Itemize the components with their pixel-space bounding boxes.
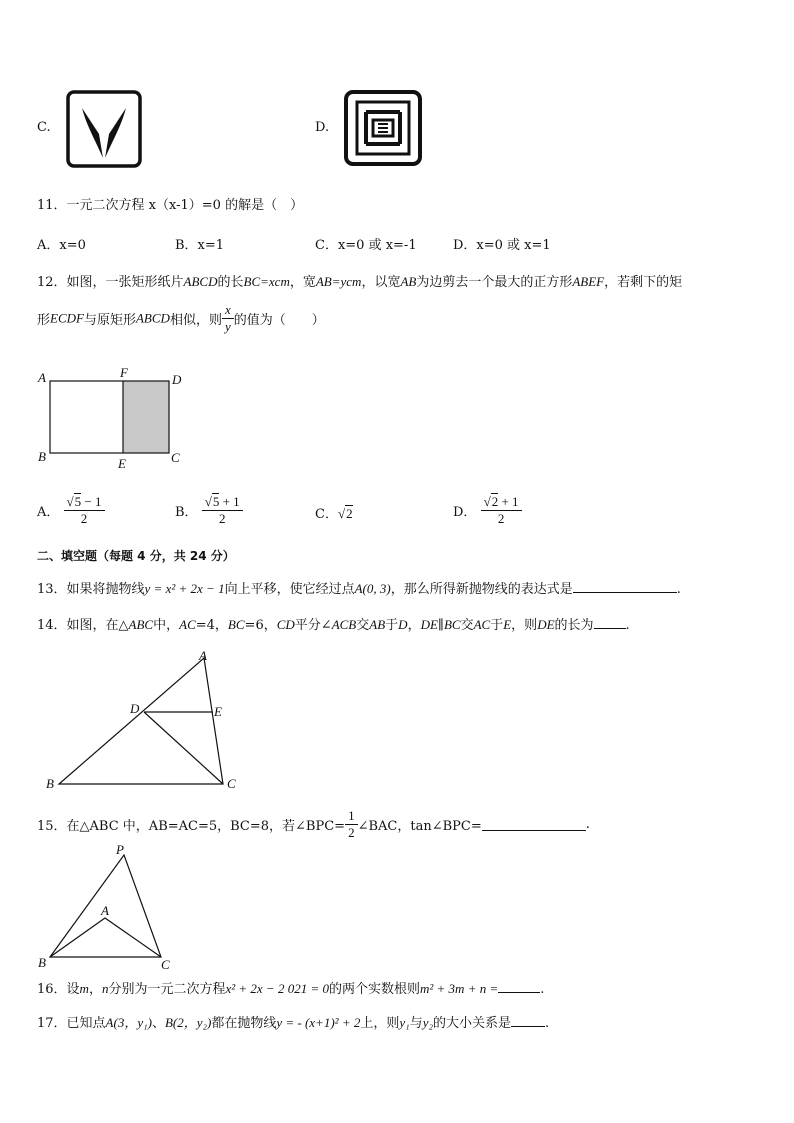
q12-label-b: B	[38, 449, 46, 464]
q12-text: 12．如图，一张矩形纸片	[37, 275, 184, 290]
q12-frac-den: y	[224, 319, 231, 334]
q14-label-b: B	[46, 776, 54, 791]
q12-option-d-fraction	[481, 494, 522, 527]
q12-text: 形	[37, 313, 51, 328]
q17-text: 17．已知点	[37, 1016, 106, 1031]
q12-option-c	[315, 503, 353, 522]
q14-answer-blank[interactable]	[594, 616, 626, 629]
q12-frac-num: x	[222, 302, 234, 319]
q14-text: 14．如图，在△	[37, 618, 129, 633]
q14-var: ACB	[331, 617, 357, 632]
q12-text: 的值为（ ）	[233, 313, 325, 328]
q12-option-den: 2	[218, 511, 226, 526]
q14-text: ∥	[437, 618, 444, 633]
q14-text: 平分∠	[294, 618, 332, 633]
q17-text: 的大小关系是	[432, 1016, 511, 1031]
q12-option-b	[175, 494, 243, 527]
q12-ab2: AB	[400, 274, 417, 289]
q14-var: ABC	[128, 617, 154, 632]
q14-label-d: D	[130, 701, 140, 716]
q12-option-letter: A．	[37, 505, 60, 520]
q12-label-e: E	[118, 456, 126, 471]
option-c-logo-icon	[66, 90, 142, 168]
q13-text: ，那么所得新抛物线的表达式是	[390, 582, 573, 597]
q12-text: 相似，则	[169, 313, 222, 328]
q11-option-d: D．x=0 或 x=1	[453, 238, 551, 253]
q11-option-b: B．x=1	[175, 238, 225, 253]
q12-option-suffix: + 1	[498, 494, 519, 509]
q12-text: 为边剪去一个最大的正方形	[416, 275, 573, 290]
q12-option-radicand: 2	[491, 494, 499, 509]
q14-text: 交	[460, 618, 474, 633]
q12-line2	[37, 302, 325, 335]
q12-option-radicand: 5	[212, 494, 220, 509]
q13-expr: y = x² + 2x − 1	[144, 581, 225, 596]
q17-text: 与	[409, 1016, 423, 1031]
q14-label-e: E	[214, 704, 222, 719]
q15-answer-blank[interactable]	[482, 818, 586, 831]
q16-end: .	[540, 982, 545, 997]
q14-text: ，	[407, 618, 421, 633]
q14-end: .	[625, 618, 630, 633]
q14-var: AC	[473, 617, 491, 632]
q13-text: 向上平移，使它经过点	[224, 582, 355, 597]
q12-rect: ABCD	[183, 274, 218, 289]
q12-option-letter: C．	[315, 507, 338, 522]
q17-end: .	[545, 1016, 550, 1031]
q17-point-b: B(2，y₂)	[164, 1015, 212, 1030]
q12-sq: ABEF	[572, 274, 605, 289]
q17-var: y₂	[422, 1015, 433, 1030]
q11-option-a: A．x=0	[37, 238, 86, 253]
sqrt-sign: √	[483, 494, 491, 509]
q15-frac-den: 2	[348, 825, 355, 840]
q12-option-suffix: + 1	[219, 494, 240, 509]
q14-text: 于	[490, 618, 504, 633]
q15-line	[37, 808, 590, 841]
q17-line	[37, 1012, 549, 1031]
q17-point-a: A(3，y₁)	[105, 1015, 152, 1030]
q12-label-a: A	[38, 370, 46, 385]
section2-heading: 二、填空题（每题 4 分，共 24 分）	[37, 549, 235, 563]
q14-label-c: C	[227, 776, 236, 791]
q12-option-radicand: 5	[74, 494, 82, 509]
q15-text: 15．在△ABC 中，AB=AC=5，BC=8，若∠BPC=	[37, 819, 346, 834]
q12-ecdf: ECDF	[50, 310, 84, 326]
q14-var: E	[503, 617, 512, 632]
q16-text: 分别为一元二次方程	[108, 982, 226, 997]
q14-text: ，则	[511, 618, 538, 633]
q16-line	[37, 978, 544, 997]
q17-text: 都在抛物线	[211, 1016, 277, 1031]
q12-option-d	[453, 494, 522, 527]
q12-label-d: D	[172, 372, 182, 387]
q12-abcd2: ABCD	[135, 310, 170, 326]
q12-text: 的长	[217, 275, 244, 290]
q14-text: =6，	[244, 618, 277, 633]
q12-fraction	[222, 302, 234, 335]
q11-option-c: C．x=0 或 x=-1	[315, 238, 417, 253]
q12-text: 与原矩形	[83, 313, 136, 328]
q14-var: DE	[537, 617, 555, 632]
q17-expr: y = - (x+1)² + 2	[276, 1015, 361, 1030]
q14-var: AB	[369, 617, 386, 632]
q14-var: AC	[179, 617, 196, 632]
q11-stem: 11．一元二次方程 x（x-1）=0 的解是（ ）	[37, 198, 304, 213]
q14-var: D	[398, 617, 408, 632]
q16-text: ，	[88, 982, 102, 997]
sqrt-sign: √	[66, 494, 74, 509]
q14-text: =4，	[195, 618, 228, 633]
q12-line1	[37, 271, 682, 290]
option-d-logo-icon	[344, 90, 422, 166]
q13-text: 13．如果将抛物线	[37, 582, 145, 597]
q16-text: 16．设	[37, 982, 80, 997]
q12-option-den: 2	[80, 511, 88, 526]
q17-text: 上，则	[360, 1016, 400, 1031]
q15-label-p: P	[116, 842, 124, 857]
q13-end: .	[676, 582, 681, 597]
q14-text: 交	[356, 618, 370, 633]
q14-var: BC	[227, 617, 245, 632]
q14-label-a: A	[199, 648, 207, 663]
q14-text: 的长为	[554, 618, 594, 633]
q14-text: 中，	[153, 618, 180, 633]
q12-ab: AB=ycm	[315, 274, 362, 289]
q12-text: ，以宽	[361, 275, 401, 290]
q14-triangle-figure	[40, 640, 250, 800]
q15-end: .	[585, 817, 590, 832]
q16-expr: x² + 2x − 2 021 = 0	[225, 981, 329, 996]
q12-option-den: 2	[497, 511, 505, 526]
q15-label-c: C	[161, 957, 170, 972]
q16-var: n	[101, 981, 109, 996]
q15-fraction	[345, 808, 358, 841]
q13-line	[37, 578, 681, 597]
sqrt-sign: √	[337, 506, 346, 521]
q14-text: 于	[385, 618, 399, 633]
q16-expr2: m² + 3m + n =	[420, 981, 499, 996]
q12-option-a-fraction	[64, 494, 105, 527]
q12-option-letter: D．	[453, 505, 477, 520]
q15-label-b: B	[38, 955, 46, 970]
q17-var: y₁	[399, 1015, 410, 1030]
q12-option-suffix: − 1	[81, 494, 102, 509]
q14-var: BC	[443, 617, 461, 632]
q12-rectangle-figure	[36, 366, 186, 470]
q14-line	[37, 614, 630, 633]
q12-option-a	[37, 494, 105, 527]
q10-option-c-label: C.	[37, 120, 51, 135]
q15-frac-num: 1	[345, 808, 358, 825]
sqrt-sign: √	[204, 494, 212, 509]
q12-option-letter: B．	[175, 505, 198, 520]
q15-text: ∠BAC，tan∠BPC=	[357, 819, 482, 834]
q12-option-radicand: 2	[346, 506, 353, 521]
q12-option-b-fraction	[202, 494, 243, 527]
q17-text: 、	[151, 1016, 165, 1031]
q13-point: A(0, 3)	[354, 581, 391, 596]
q12-label-c: C	[171, 450, 180, 465]
q17-answer-blank[interactable]	[511, 1014, 545, 1027]
q15-label-a: A	[101, 903, 109, 918]
q16-var: m	[79, 981, 89, 996]
q14-var: CD	[276, 617, 295, 632]
q12-bc: BC=xcm	[243, 274, 290, 289]
q16-text: 的两个实数根则	[328, 982, 420, 997]
q12-text: ，若剩下的矩	[604, 275, 683, 290]
q13-answer-blank[interactable]	[573, 580, 677, 593]
q12-label-f: F	[120, 365, 128, 380]
q12-text: ，宽	[289, 275, 316, 290]
q16-answer-blank[interactable]	[498, 980, 540, 993]
q14-var: DE	[420, 617, 438, 632]
q10-option-d-label: D.	[315, 120, 330, 135]
